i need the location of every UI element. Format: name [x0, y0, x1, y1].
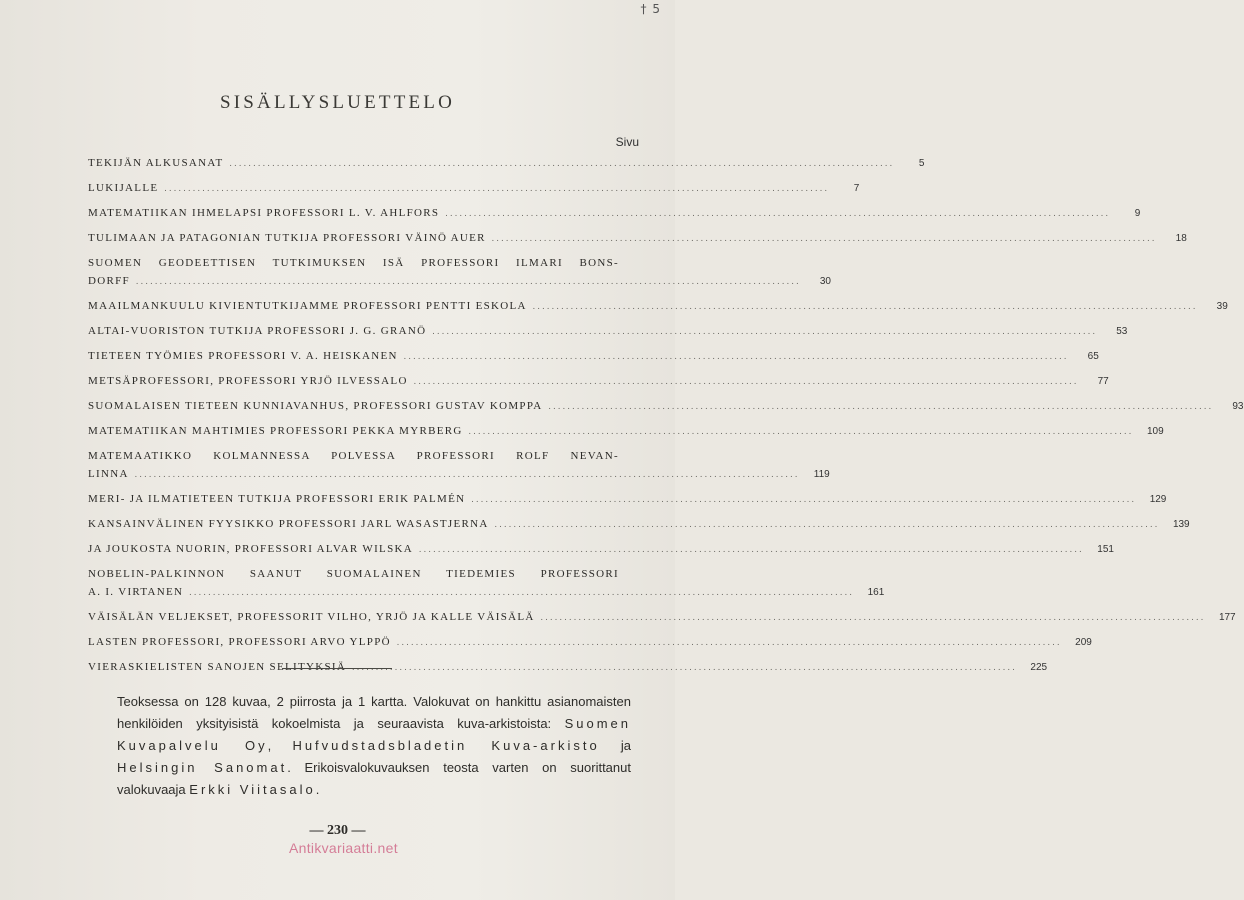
toc-entry: [88, 661, 1048, 679]
dot-leader: ............................................................................................................................................: [413, 376, 1079, 386]
toc-entry: [88, 375, 1109, 393]
dot-leader: ............................................................................................................................................: [491, 233, 1157, 243]
photo-credits-note: [117, 691, 631, 801]
toc-entry-page: 77: [1097, 376, 1109, 387]
toc-entry-page: 18: [1175, 233, 1187, 244]
toc-entry-page: 129: [1149, 494, 1167, 505]
toc-entry-page: 9: [1134, 208, 1141, 219]
archive-name: Helsingin Sanomat: [117, 760, 288, 775]
toc-entry-title: TEKIJÄN ALKUSANAT: [88, 157, 224, 169]
toc-entry-title: TULIMAAN JA PATAGONIAN TUTKIJA PROFESSORI VÄINÖ AUER: [88, 232, 486, 244]
dot-leader: ............................................................................................................................................: [540, 612, 1206, 622]
toc-entry-title: LASTEN PROFESSORI, PROFESSORI ARVO YLPPÖ: [88, 636, 391, 648]
toc-entry: [88, 350, 1099, 368]
toc-entry-page: 151: [1097, 544, 1114, 555]
dot-leader: ............................................................................................................................................: [471, 494, 1137, 504]
toc-entry: [88, 157, 925, 175]
toc-entry-title: LUKIJALLE: [88, 182, 159, 194]
toc-entry: [88, 400, 1244, 418]
dot-leader: ............................................................................................................................................: [468, 426, 1134, 436]
dot-leader: ............................................................................................................................................: [403, 351, 1069, 361]
page-title: SISÄLLYSLUETTELO: [219, 92, 456, 113]
toc-entry-title: SUOMALAISEN TIETEEN KUNNIAVANHUS, PROFESSORI GUSTAV KOMPPA: [88, 400, 543, 412]
toc-entry-title: MAAILMANKUULU KIVIENTUTKIJAMME PROFESSORI PENTTI ESKOLA: [88, 300, 527, 312]
archive-name: Suomen Kuvapalvelu Oy: [117, 716, 631, 753]
toc-entry: [88, 425, 1164, 443]
toc-entry-title: VÄISÄLÄN VELJEKSET, PROFESSORIT VILHO, YRJÖ JA KALLE VÄISÄLÄ: [88, 611, 535, 623]
toc-entry-title: JA JOUKOSTA NUORIN, PROFESSORI ALVAR WILSKA: [88, 543, 413, 555]
dot-leader: ............................................................................................................................................: [548, 401, 1214, 411]
dot-leader: ............................................................................................................................................: [135, 276, 801, 286]
dot-leader: ............................................................................................................................................: [164, 183, 830, 193]
watermark: Antikvariaatti.net: [289, 840, 398, 856]
toc-entry-title-line1: NOBELIN-PALKINNON SAANUT SUOMALAINEN TIEDEMIES PROFESSORI: [88, 568, 619, 580]
photographer-name: Erkki Viitasalo: [189, 782, 316, 797]
toc-entry-title: VIERASKIELISTEN SANOJEN SELITYKSIÄ: [88, 661, 347, 673]
toc-entry: [88, 207, 1141, 225]
toc-entry: [88, 568, 885, 604]
toc-entry-page: 161: [867, 587, 885, 598]
toc-entry-page: 93: [1232, 401, 1244, 412]
toc-entry: [88, 300, 1228, 318]
toc-entry-page: 119: [813, 469, 830, 480]
toc-entry: [88, 543, 1114, 561]
toc-entry-page: 109: [1146, 426, 1164, 437]
toc-entry-title: ALTAI-VUORISTON TUTKIJA PROFESSORI J. G. GRANÖ: [88, 325, 427, 337]
toc-entry-title-line1: MATEMAATIKKO KOLMANNESSA POLVESSA PROFESSORI ROLF NEVAN-: [88, 450, 619, 462]
toc-entry: [88, 257, 831, 293]
dot-leader: ............................................................................................................................................: [352, 662, 1018, 672]
dot-leader: ............................................................................................................................................: [494, 519, 1160, 529]
dot-leader: ............................................................................................................................................: [418, 544, 1084, 554]
dot-leader: ............................................................................................................................................: [396, 637, 1062, 647]
dot-leader: ............................................................................................................................................: [229, 158, 895, 168]
page-column-label: Sivu: [615, 135, 639, 149]
toc-entry: [88, 611, 1236, 629]
toc-entry-title-line1: SUOMEN GEODEETTISEN TUTKIMUKSEN ISÄ PROFESSORI ILMARI BONS-: [88, 257, 619, 269]
toc-entry-page: 5: [918, 158, 925, 169]
corner-mark: † 5: [640, 2, 661, 16]
toc-entry-title: MERI- JA ILMATIETEEN TUTKIJA PROFESSORI ERIK PALMÉN: [88, 493, 466, 505]
dot-leader: ............................................................................................................................................: [532, 301, 1198, 311]
note-text: . Erikoisvalokuvauksen teosta varten on suorittanut valokuvaaja: [117, 760, 631, 797]
toc-entry-page: 139: [1172, 519, 1190, 530]
toc-entry-page: 225: [1030, 662, 1048, 673]
toc-entry: [88, 493, 1167, 511]
toc-entry: [88, 636, 1092, 654]
toc-entry: [88, 450, 830, 486]
toc-entry-title: TIETEEN TYÖMIES PROFESSORI V. A. HEISKANEN: [88, 350, 398, 362]
archive-name: Hufvudstadsbladetin Kuva-arkisto: [292, 738, 600, 753]
toc-entry-page: 7: [853, 183, 860, 194]
toc-entry-page: 39: [1216, 301, 1228, 312]
toc-entry-page: 65: [1087, 351, 1099, 362]
toc-entry-page: 177: [1218, 612, 1236, 623]
toc-entry-title: DORFF: [88, 275, 130, 287]
toc-entry-title: MATEMATIIKAN IHMELAPSI PROFESSORI L. V. AHLFORS: [88, 207, 440, 219]
toc-entry-title: MATEMATIIKAN MAHTIMIES PROFESSORI PEKKA MYRBERG: [88, 425, 463, 437]
note-text: ja: [599, 738, 631, 753]
note-text: ,: [267, 738, 293, 753]
dot-leader: ............................................................................................................................................: [189, 587, 855, 597]
note-text: Teoksessa on 128 kuvaa, 2 piirrosta ja 1 kartta. Valokuvat on hankittu asianomaisten henkilöiden yksityisistä kokoelmista ja seuraavista kuva-arkistoista:: [117, 694, 631, 731]
toc-entry-title: KANSAINVÄLINEN FYYSIKKO PROFESSORI JARL WASASTJERNA: [88, 518, 489, 530]
dot-leader: ............................................................................................................................................: [445, 208, 1111, 218]
divider: [282, 668, 392, 669]
toc-entry-title: METSÄPROFESSORI, PROFESSORI YRJÖ ILVESSALO: [88, 375, 408, 387]
dot-leader: ............................................................................................................................................: [134, 469, 800, 479]
toc-entry: [88, 232, 1187, 250]
note-text: .: [315, 782, 320, 797]
toc-entry-title: A. I. VIRTANEN: [88, 586, 184, 598]
toc-entry-page: 30: [819, 276, 831, 287]
toc-entry-title: LINNA: [88, 468, 129, 480]
toc-entry: [88, 518, 1190, 536]
toc-entry: [88, 182, 860, 200]
toc-entry: [88, 325, 1128, 343]
page-number: — 230 —: [309, 823, 366, 838]
dot-leader: ............................................................................................................................................: [432, 326, 1098, 336]
table-of-contents: [88, 157, 1244, 686]
toc-entry-page: 53: [1116, 326, 1128, 337]
toc-entry-page: 209: [1075, 637, 1092, 648]
